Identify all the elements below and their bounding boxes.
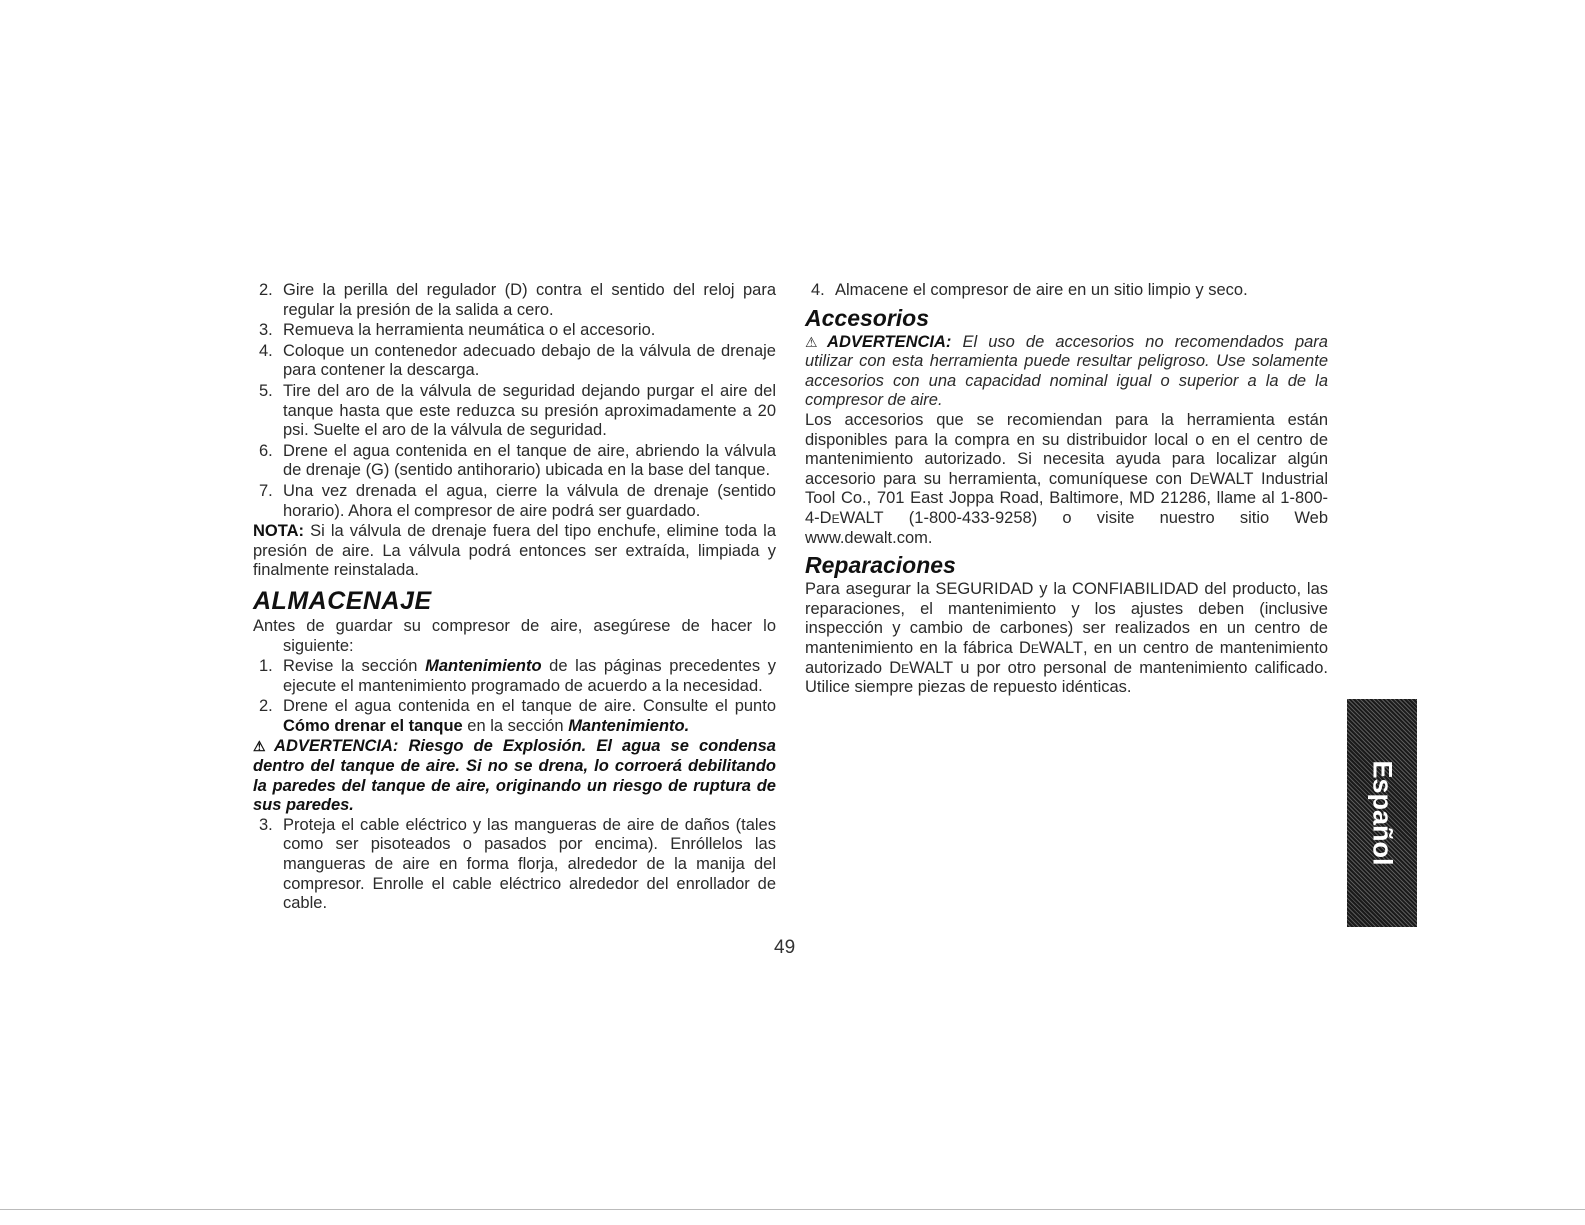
section-heading-accesorios: Accesorios [805, 304, 930, 331]
list-item [253, 816, 776, 914]
paragraph-text: Industrial Tool Co., 701 East Joppa Road, Baltimore, MD 21286, llame al 1-800-4- [805, 469, 1328, 527]
item-text: Remueva la herramienta neumática o el accesorio. [283, 321, 656, 340]
item-number: 6. [259, 441, 273, 460]
item-text: Una vez drenada el agua, cierre la válvula de drenaje (sentido horario). Ahora el compresor de aire podrá ser guardado. [283, 481, 776, 520]
item-number: 7. [259, 481, 273, 500]
warning-text: El uso de accesorios no recomendados para utilizar con esta herramienta puede resultar peligroso. Use solamente accesorios con una capacidad nominal igual o superior a la de la compresor de aire. [805, 332, 1328, 410]
item-text: Almacene el compresor de aire en un sitio limpio y seco. [835, 281, 1248, 299]
section-heading-reparaciones: Reparaciones [805, 552, 956, 579]
page-bottom-rule [0, 1209, 1585, 1210]
paragraph-text: , en un centro de mantenimiento autorizado [805, 638, 1328, 677]
item-number: 4. [259, 341, 273, 360]
item-text: de las páginas precedentes y ejecute el mantenimiento programado de acuerdo a la necesidad. [283, 657, 777, 695]
item-text: Proteja el cable eléctrico y las mangueras de aire de daños (tales como ser pisoteados o pasados por encima). Enróllelos las mangueras de aire en forma florja, alrededor de la manija del compresor. Enrolle el cable eléctrico alrededor del enrollador de cable. [283, 815, 776, 913]
item-text: Gire la perilla del regulador (D) contra el sentido del reloj para regular la presión de la salida a cero. [283, 281, 776, 319]
brand-name: DeWALT [889, 658, 954, 677]
right-column [805, 281, 1328, 698]
language-label: Español [1367, 760, 1398, 866]
note-text: Si la válvula de drenaje fuera del tipo enchufe, elimine toda la presión de aire. La válvula podrá entonces ser extraída, limpiada y finalmente reinstalada. [253, 522, 776, 580]
page-number: 49 [774, 937, 796, 958]
paragraph-text: Para asegurar la SEGURIDAD y la CONFIABILIDAD del producto, las reparaciones, el mantenimiento y los ajustes deben (inclusive inspección y cambio de carbones) ser realizados en un centro de mantenimiento en la fábrica [805, 580, 1328, 657]
section-reference: Mantenimiento [425, 657, 542, 676]
brand-name: DeWALT [1189, 469, 1254, 488]
note-label: NOTA: [253, 522, 305, 541]
list-item [253, 697, 776, 736]
item-text: Drene el agua contenida en el tanque de aire. Consulte el punto [283, 697, 776, 716]
almacenaje-intro [253, 617, 776, 656]
list-item [805, 281, 1328, 301]
section-heading-almacenaje: ALMACENAJE [253, 586, 432, 615]
item-text: Revise la sección [283, 657, 426, 676]
warning-label: ADVERTENCIA: [827, 332, 952, 351]
item-number: 2. [259, 281, 273, 299]
item-number: 4. [811, 281, 825, 299]
language-tab [1347, 699, 1417, 927]
list-item [253, 382, 776, 441]
explosion-warning [253, 737, 776, 815]
paragraph-text: u por otro personal de mantenimiento calificado. Utilice siempre piezas de repuesto idénticas. [805, 658, 1328, 697]
item-number: 5. [259, 381, 273, 400]
item-text: en la sección [462, 716, 569, 735]
brand-name: DeWALT [1019, 638, 1083, 657]
list-item [253, 321, 776, 341]
left-column [253, 281, 776, 915]
item-text: Coloque un contenedor adecuado debajo de la válvula de drenaje para contener la descarga. [283, 341, 776, 380]
paragraph-text: (1-800-433-9258) o visite nuestro sitio Web www.dewalt.com. [805, 508, 1328, 547]
paragraph-text: Los accesorios que se recomiendan para la herramienta están disponibles para la compra en su distribuidor local o en el centro de mantenimiento autorizado. Si necesita ayuda para localizar algún accesorio para su herramienta, comuníquese con [805, 410, 1328, 488]
section-reference: Mantenimiento. [568, 716, 690, 735]
warning-icon: ⚠ [253, 738, 272, 755]
item-number: 1. [259, 657, 273, 676]
item-text: Drene el agua contenida en el tanque de aire, abriendo la válvula de drenaje (G) (sentido antihorario) ubicada en la base del tanque. [283, 441, 776, 480]
item-number: 3. [259, 321, 273, 340]
item-number: 2. [259, 697, 273, 716]
list-item [253, 657, 776, 696]
brand-name: DeWALT [819, 508, 884, 527]
list-item [253, 482, 776, 521]
warning-text: ADVERTENCIA: Riesgo de Explosión. El agua se condensa dentro del tanque de aire. Si no se drena, lo corroerá debilitando la paredes del tanque de aire, originando un riesgo de ruptura de sus paredes. [253, 737, 776, 815]
list-item [253, 342, 776, 381]
list-item [253, 442, 776, 481]
accessories-paragraph [805, 411, 1328, 548]
repairs-paragraph [805, 580, 1328, 698]
intro-text: Antes de guardar su compresor de aire, asegúrese de hacer lo siguiente: [253, 616, 776, 655]
item-text: Tire del aro de la válvula de seguridad dejando purgar el aire del tanque hasta que este reduzca su presión aproximadamente a 20 psi. Suelte el aro de la válvula de seguridad. [283, 381, 776, 440]
section-reference: Cómo drenar el tanque [283, 716, 463, 735]
item-number: 3. [259, 815, 273, 834]
list-item [253, 281, 776, 320]
warning-icon: ⚠ [805, 333, 825, 350]
note-paragraph [253, 522, 776, 581]
accessories-warning [805, 333, 1328, 411]
